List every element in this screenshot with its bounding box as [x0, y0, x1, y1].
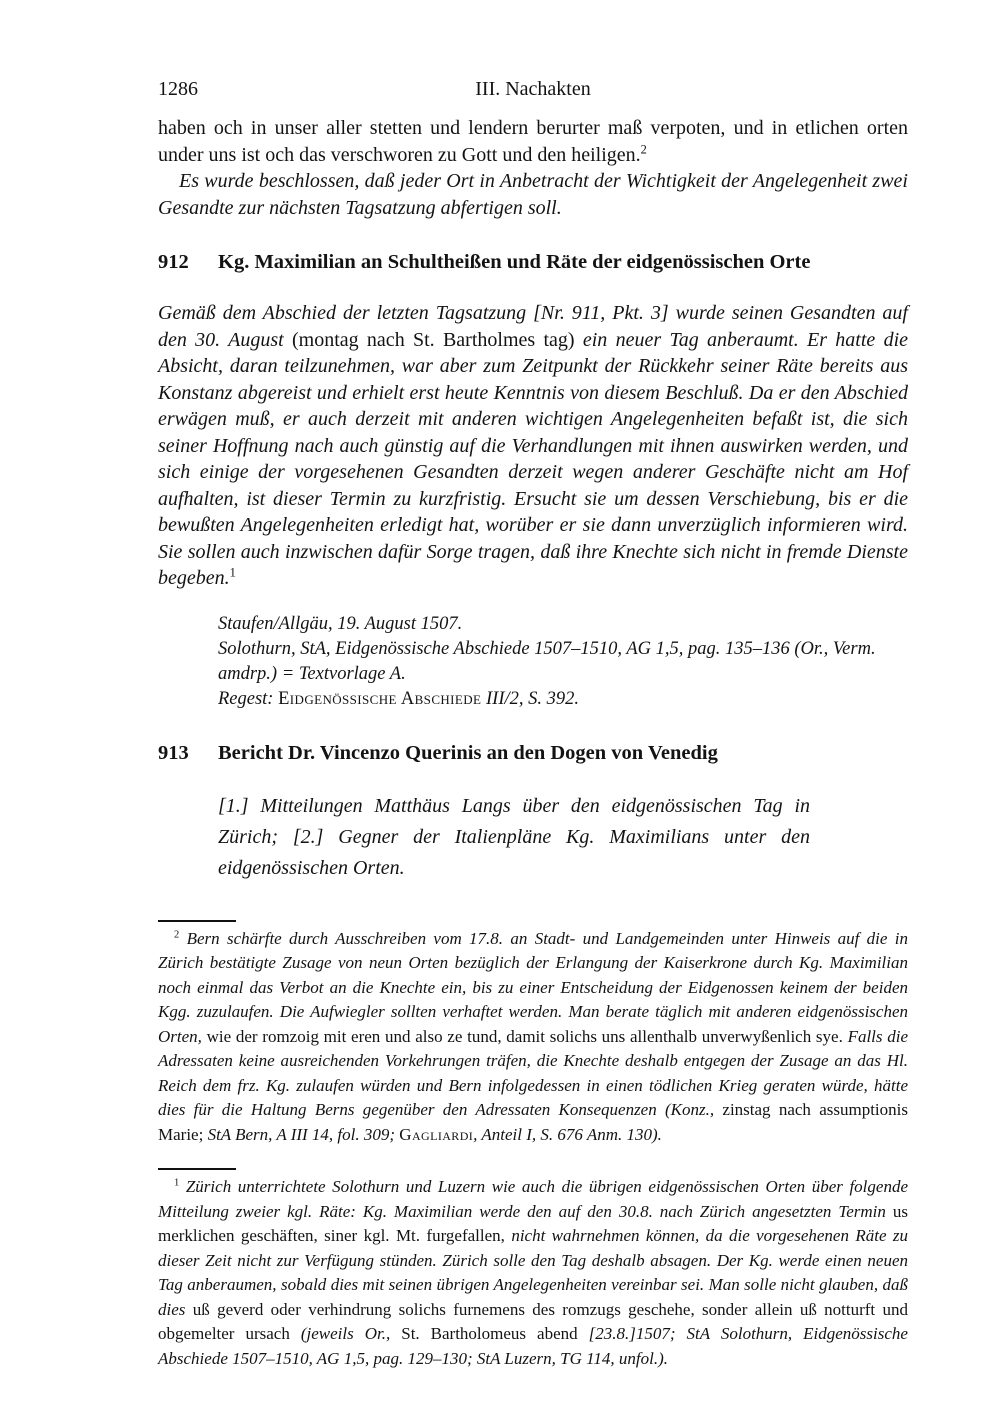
paragraph-resolution: [158, 168, 908, 221]
source-regest-line: [218, 687, 908, 712]
entry-912-heading: [158, 251, 908, 274]
source-date-line: [218, 612, 908, 637]
entry-913-title: Bericht Dr. Vincenzo Querinis an den Dogen von Venedig: [218, 741, 718, 764]
entry-912-number: 912: [158, 251, 189, 273]
entry-912-source-block: [158, 612, 908, 712]
text-segment: Falls die Adressaten keine ausreichenden Vorkehrungen träfen, die Knechte deshalb entgegen der Zusage an das Hl. Reich dem frz. Kg. zulaufen würden und Bern infolgedessen in einen tödlichen Krieg geraten würde, hätte dies für die Haltung Berns gegenüber den Adressaten Konsequenzen (Konz.,: [158, 1026, 908, 1119]
text-segment: ,: [473, 1124, 482, 1144]
page-header: [158, 78, 908, 101]
entry-913-number: 913: [158, 741, 189, 764]
footnote-ref: 1: [174, 1177, 180, 1189]
text-segment: Regest:: [218, 688, 279, 709]
text-segment: Gemäß dem Abschied der letzten Tagsatzung [Nr. 911, Pkt. 3] wurde seinen Gesandten auf den 30. August: [158, 302, 908, 351]
text-segment: haben och in unser aller stetten und lendern berurter maß verpoten, und in etlichen orten under uns ist och das verschworen zu Gott und den heiligen.: [158, 117, 908, 166]
text-segment: Solothurn, StA, Eidgenössische Abschiede 1507–1510, AG 1,5, pag. 135–136 (Or., Verm. amdrp.) = Textvorlage A.: [218, 638, 876, 684]
text-segment: Gagliardi: [399, 1124, 474, 1144]
footnote-2: [158, 927, 908, 1148]
text-segment: us merklichen geschäften, siner kgl. Mt. furgefallen,: [158, 1201, 908, 1245]
footnote-separator: [158, 920, 236, 922]
entry-913-heading: [158, 742, 908, 765]
footnote-1: [158, 1175, 908, 1371]
text-segment: nicht wahrnehmen können, da die vorgesehenen Räte zu dieser Zeit nicht zur Verfügung stünden. Zürich solle den Tag deshalb absagen. Der Kg. werde einen neuen Tag anberaumen, sobald dies mit seinen übrigen Angelegenheiten vereinbar sei. Man solle nicht glauben, daß dies: [158, 1226, 908, 1319]
page-body: [158, 115, 908, 884]
footnote-ref: 2: [174, 928, 180, 940]
entry-912-title: Kg. Maximilian an Schultheißen und Räte der eidgenössischen Orte: [218, 251, 811, 273]
text-segment: Es wurde beschlossen, daß jeder Ort in Anbetracht der Wichtigkeit der Angelegenheit zwei Gesandte zur nächsten Tagsatzung abfertigen soll.: [158, 170, 908, 219]
entry-912-regest: [158, 300, 908, 592]
footnote-ref: 2: [640, 141, 647, 156]
text-segment: (montag nach St. Bartholmes tag): [291, 328, 583, 351]
text-segment: zinstag nach assumptionis Marie;: [158, 1100, 908, 1144]
running-head: III. Nachakten: [475, 78, 591, 100]
text-segment: Eidgenössische Abschiede: [278, 688, 482, 709]
footnote-area: [158, 920, 908, 1372]
text-segment: [1.] Mitteilungen Matthäus Langs über den eidgenössischen Tag in Zürich; [2.] Gegner der Italienpläne Kg. Maximilians unter den eidgenössischen Orten.: [218, 794, 810, 879]
text-segment: Staufen/Allgäu, 19. August 1507.: [218, 613, 463, 634]
text-segment: (jeweils Or.,: [300, 1324, 402, 1343]
text-segment: StA Bern, A III 14, fol. 309;: [207, 1124, 400, 1144]
text-segment: wie der romzoig mit eren und also ze tund, damit solichs uns allenthalb unverwyßenlich sye.: [206, 1026, 848, 1046]
text-segment: Anteil I, S. 676 Anm. 130).: [481, 1124, 662, 1144]
footnote-ref: 1: [229, 565, 236, 580]
text-segment: uß geverd oder verhindrung solichs furnemens des romzugs geschehe, sonder allein uß notturft und obgemelter ursach: [158, 1299, 908, 1343]
text-segment: III/2, S. 392.: [481, 688, 579, 709]
text-segment: ein neuer Tag anberaumt. Er hatte die Absicht, daran teilzunehmen, war aber zum Zeitpunkt der Rückkehr seiner Räte bereits aus Konstanz abgereist und erhielt erst heute Kenntnis von diesem Beschluß. Da er den Abschied erwägen muß, er auch derzeit mit anderen wichtigen Angelegenheiten befaßt ist, die sich seiner Hoffnung nach auch günstig auf die Verhandlungen mit ihnen auswirken werden, und sich einige der vorgesehenen Gesandten derzeit wegen anderer Geschäfte nicht am Hof aufhalten, ist dieser Termin zu kurzfristig. Ersucht sie um dessen Verschiebung, bis er die bewußten Angelegenheiten erledigt hat, worüber er sie dann unverzüglich informieren wird. Sie sollen auch inzwischen dafür Sorge tragen, daß ihre Knechte sich nicht in fremde Dienste begeben.: [158, 328, 909, 589]
text-segment: [23.8.]1507; StA Solothurn, Eidgenössische Abschiede 1507–1510, AG 1,5, pag. 129–130; StA Luzern, TG 114, unfol.).: [158, 1324, 908, 1368]
text-segment: Zürich unterrichtete Solothurn und Luzern wie auch die übrigen eidgenössischen Orten über folgende Mitteilung zweier kgl. Räte: Kg. Maximilian werde den auf den 30.8. nach Zürich angesetzten Termin: [158, 1177, 908, 1221]
source-archive-line: [218, 637, 908, 687]
entry-913-summary: [158, 791, 810, 884]
paragraph-transcription: [158, 115, 908, 168]
footnote-separator: [158, 1168, 236, 1170]
text-segment: St. Bartholomeus abend: [401, 1324, 589, 1343]
page-number: 1286: [158, 78, 198, 100]
text-segment: Bern schärfte durch Ausschreiben vom 17.8. an Stadt- und Landgemeinden unter Hinweis auf die in Zürich bestätigte Zusage von neun Orten bezüglich der Erlangung der Kaiserkrone durch Kg. Maximilian noch einmal das Verbot an die Knechte ein, bis zu einer Entscheidung der Eidgenossen keinem der beiden Kgg. zuzulaufen. Die Aufwiegler sollten verhaftet werden. Man berate täglich mit anderen eidgenössischen Orten,: [158, 928, 908, 1046]
